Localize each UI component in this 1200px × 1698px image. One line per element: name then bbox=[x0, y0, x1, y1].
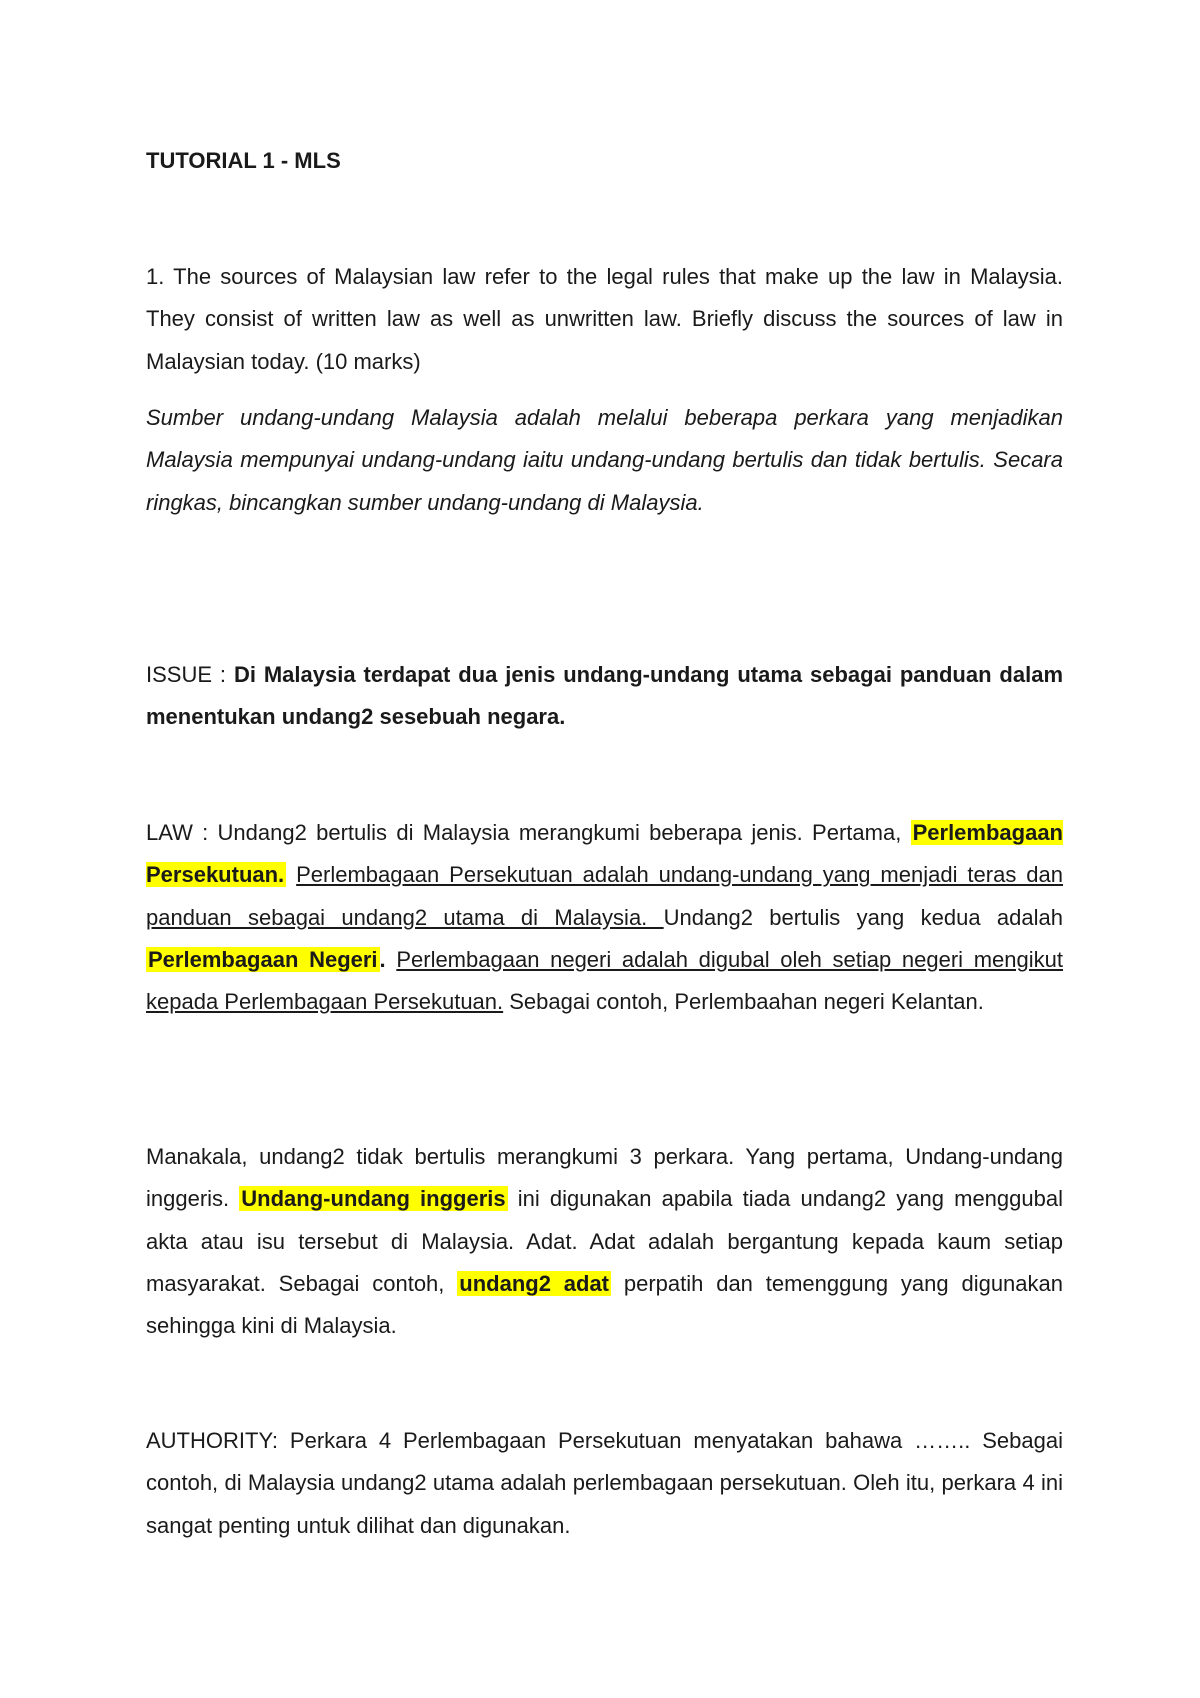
unwritten-part1: Manakala, undang2 tidak bertulis merangkumi 3 perkara. Yang pertama, Undang-undang inggeris. bbox=[146, 1144, 1063, 1212]
issue-paragraph bbox=[146, 654, 1063, 739]
law-paragraph bbox=[146, 812, 1063, 1023]
law-space bbox=[286, 862, 296, 887]
issue-text: Di Malaysia terdapat dua jenis undang-undang utama sebagai panduan dalam menentukan undang2 sesebuah negara. bbox=[146, 662, 1064, 730]
law-intro: Undang2 bertulis di Malaysia merangkumi beberapa jenis. Pertama, bbox=[217, 820, 911, 845]
underline-federal-constitution: Perlembagaan Persekutuan adalah undang-undang yang menjadi teras dan panduan sebagai undang2 utama di Malaysia. bbox=[146, 862, 1063, 930]
question-translation: Sumber undang-undang Malaysia adalah melalui beberapa perkara yang menjadikan Malaysia mempunyai undang-undang iaitu undang-undang bertulis dan tidak bertulis. Secara ringkas, bincangkan sumber undang-undang di Malaysia. bbox=[146, 405, 1063, 515]
document-title: TUTORIAL 1 - MLS bbox=[146, 148, 341, 173]
highlight-customary-law: undang2 adat bbox=[459, 1270, 610, 1296]
highlight-state-constitution: Perlembagaan Negeri bbox=[148, 946, 378, 972]
issue-label: ISSUE : bbox=[146, 662, 234, 687]
unwritten-law-paragraph bbox=[146, 1136, 1063, 1347]
unwritten-part2: ini digunakan apabila tiada undang2 yang menggubal akta atau isu tersebut di Malaysia. Adat. Adat adalah bergantung kepada kaum setiap masyarakat. Sebagai contoh, bbox=[146, 1186, 1063, 1296]
highlight-english-law: Undang-undang inggeris bbox=[241, 1186, 506, 1212]
authority-paragraph: AUTHORITY: Perkara 4 Perlembagaan Persekutuan menyatakan bahawa …….. Sebagai contoh, di Malaysia undang2 utama adalah perlembagaan persekutuan. Oleh itu, perkara 4 ini sangat penting untuk dilihat dan digunakan. bbox=[146, 1428, 1063, 1538]
law-label: LAW : bbox=[146, 820, 218, 845]
underline-state-constitution: Perlembagaan negeri adalah digubal oleh setiap negeri mengikut kepada Perlembagaan Persekutuan. bbox=[146, 946, 1063, 1015]
law-dot: . bbox=[379, 946, 397, 972]
unwritten-part3: perpatih dan temenggung yang digunakan sehingga kini di Malaysia. bbox=[146, 1270, 1064, 1339]
highlight-federal-constitution: Perlembagaan Persekutuan. bbox=[146, 820, 1063, 888]
question-text: 1. The sources of Malaysian law refer to the legal rules that make up the law in Malaysia. They consist of written law as well as unwritten law. Briefly discuss the sources of law in Malaysian today. (10 marks) bbox=[146, 264, 1063, 374]
law-end: Sebagai contoh, Perlembaahan negeri Kelantan. bbox=[503, 989, 984, 1015]
law-mid: Undang2 bertulis yang kedua adalah bbox=[663, 904, 1063, 930]
